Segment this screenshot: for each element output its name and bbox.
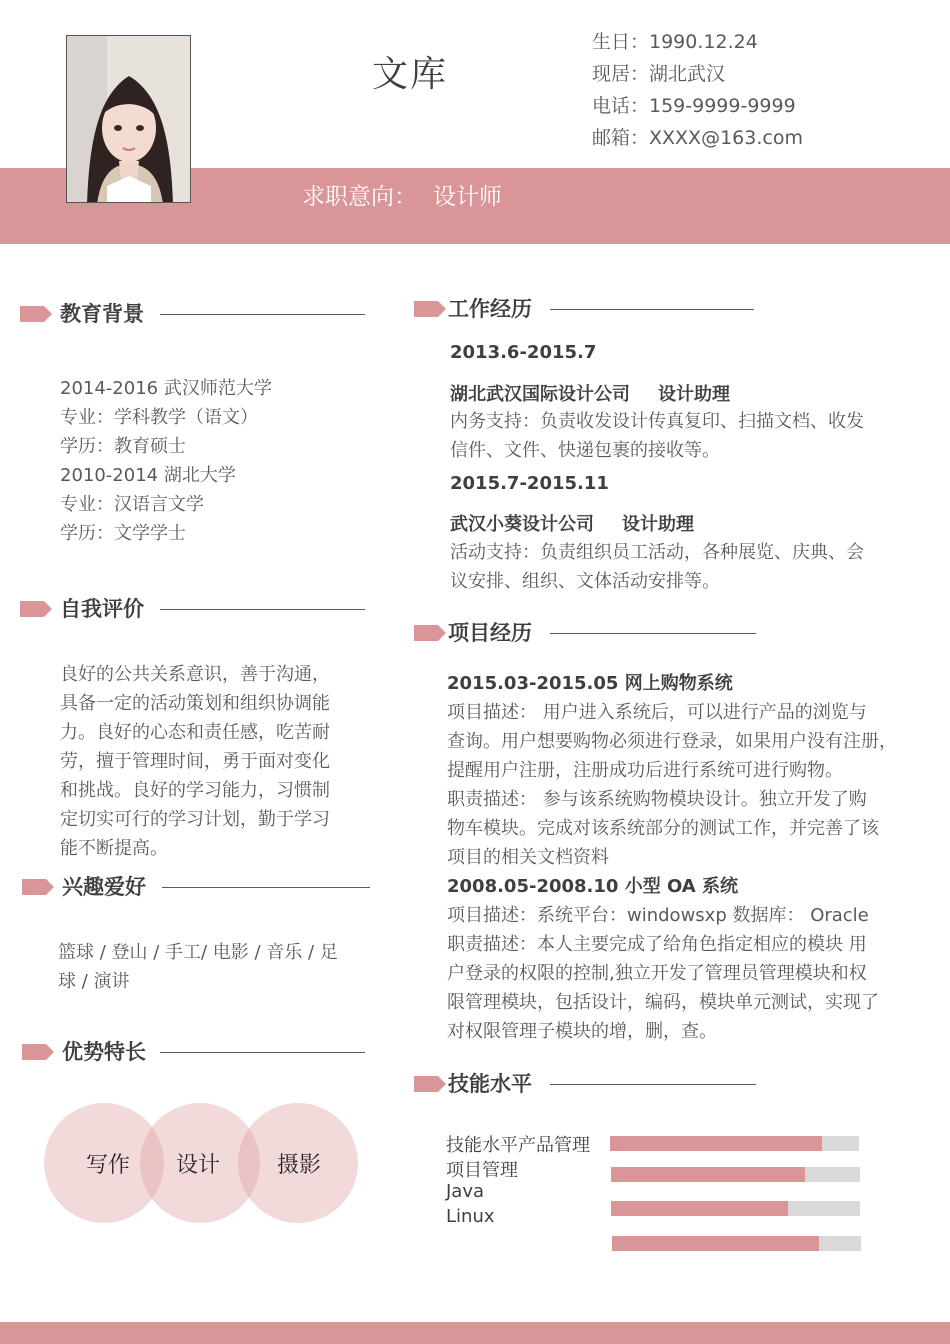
work-title: 工作经历 [448, 297, 532, 321]
section-divider [160, 609, 365, 610]
education-list [60, 374, 272, 548]
work-date: 2013.6-2015.7 [450, 342, 597, 363]
project-line: 限管理模块，包括设计，编码，模块单元测试，实现了 [447, 992, 879, 1013]
skill-name: Java [446, 1181, 485, 1202]
work-line: 信件、文件、快递包裹的接收等。 [450, 440, 720, 461]
work-company-line [450, 380, 730, 406]
strengths-title: 优势特长 [62, 1040, 146, 1064]
self-eval-line: 能不断提高。 [60, 838, 168, 859]
section-arrow-icon [414, 1076, 446, 1092]
work-line: 活动支持：负责组织员工活动，各种展览、庆典、会 [450, 542, 864, 563]
skill-name: 项目管理 [446, 1160, 518, 1181]
strengths-heading [22, 1037, 367, 1067]
section-arrow-icon [20, 601, 52, 617]
project-line: 提醒用户注册，注册成功后进行系统可进行购物。 [447, 760, 843, 781]
skill-bar-fill [612, 1236, 819, 1251]
skills-title: 技能水平 [448, 1072, 532, 1096]
section-arrow-icon [22, 1044, 54, 1060]
hobbies-heading [22, 872, 372, 902]
skill-name: Linux [446, 1206, 495, 1227]
hobbies-text [58, 938, 338, 996]
section-divider [550, 1084, 756, 1085]
work-line: 内务支持：负责收发设计传真复印、扫描文档、收发 [450, 411, 864, 432]
job-objective [302, 178, 502, 211]
section-divider [160, 314, 365, 315]
self-eval-line: 和挑战。良好的学习能力，习惯制 [60, 780, 330, 801]
projects-heading [414, 618, 759, 648]
candidate-name: 文库 [371, 54, 448, 95]
project-line: 查询。用户想要购物必须进行登录，如果用户没有注册， [447, 731, 897, 752]
hobbies-title: 兴趣爱好 [62, 875, 146, 899]
birthday-text: 生日：1990.12.24 [592, 31, 758, 53]
self-eval-line: 力。良好的心态和责任感，吃苦耐 [60, 722, 330, 743]
skill-bar-fill [610, 1136, 822, 1151]
education-title: 教育背景 [60, 302, 144, 326]
project-line: 项目的相关文档资料 [447, 847, 609, 868]
skill-bar-fill [611, 1167, 805, 1182]
project-line: 户登录的权限的控制,独立开发了管理员管理模块和权 [447, 963, 867, 984]
self-eval-line: 定切实可行的学习计划，勤于学习 [60, 809, 330, 830]
education-heading [20, 299, 365, 329]
project-heading: 2015.03-2015.05 网上购物系统 [447, 673, 733, 694]
hobbies-line: 球 / 演讲 [58, 971, 130, 992]
skill-name: 技能水平产品管理 [446, 1135, 590, 1156]
work-line: 议安排、组织、文体活动安排等。 [450, 571, 720, 592]
project-heading: 2008.05-2008.10 小型 OA 系统 [447, 876, 738, 897]
self-eval-line: 良好的公共关系意识，善于沟通， [60, 664, 330, 685]
project-line: 职责描述：本人主要完成了给角色指定相应的模块 用 [447, 934, 867, 955]
strength-photography: 摄影 [277, 1153, 322, 1178]
work-description [450, 538, 864, 596]
section-arrow-icon [414, 625, 446, 641]
residence-text: 现居：湖北武汉 [592, 63, 726, 85]
work-role: 设计助理 [658, 384, 730, 405]
strength-writing: 写作 [86, 1153, 131, 1178]
skill-bar [611, 1201, 860, 1216]
strength-design: 设计 [176, 1153, 221, 1178]
project-line: 项目描述：系统平台：windowsxp 数据库： Oracle [447, 905, 869, 926]
education-line: 2010-2014 湖北大学 [60, 465, 236, 486]
project-line: 对权限管理子模块的增，删，查。 [447, 1021, 717, 1042]
work-description [450, 407, 864, 465]
work-date: 2015.7-2015.11 [450, 473, 609, 494]
job-objective-value: 设计师 [433, 184, 502, 210]
skill-bar [610, 1136, 859, 1151]
work-company: 湖北武汉国际设计公司 [450, 384, 630, 405]
project-entry [447, 669, 897, 1046]
section-arrow-icon [22, 879, 54, 895]
self-eval-line: 劳，擅于管理时间，勇于面对变化 [60, 751, 330, 772]
section-arrow-icon [20, 306, 52, 322]
footer-bar [0, 1322, 950, 1344]
self-eval-text [60, 660, 330, 863]
education-line: 专业：学科教学（语文） [60, 407, 258, 428]
section-arrow-icon [414, 301, 446, 317]
section-divider [550, 633, 756, 634]
profile-photo [66, 35, 191, 203]
education-line: 学历：文学学士 [60, 523, 186, 544]
self-eval-heading [20, 594, 365, 624]
work-role: 设计助理 [622, 514, 694, 535]
project-line: 项目描述： 用户进入系统后，可以进行产品的浏览与 [447, 702, 867, 723]
skill-bar [611, 1167, 860, 1182]
project-line: 物车模块。完成对该系统部分的测试工作，并完善了该 [447, 818, 879, 839]
work-company-line [450, 510, 694, 536]
self-eval-line: 具备一定的活动策划和组织协调能 [60, 693, 330, 714]
section-divider [160, 1052, 365, 1053]
skill-bar-fill [611, 1201, 788, 1216]
skill-bar [612, 1236, 861, 1251]
education-line: 2014-2016 武汉师范大学 [60, 378, 272, 399]
skills-heading [414, 1069, 759, 1099]
projects-title: 项目经历 [448, 621, 532, 645]
phone-text: 电话：159-9999-9999 [592, 95, 796, 117]
job-objective-label: 求职意向： [302, 184, 417, 210]
work-company: 武汉小葵设计公司 [450, 514, 594, 535]
work-heading [414, 294, 759, 324]
hobbies-line: 篮球 / 登山 / 手工/ 电影 / 音乐 / 足 [58, 942, 338, 963]
email-text: 邮箱：XXXX@163.com [592, 127, 803, 149]
project-line: 职责描述： 参与该系统购物模块设计。独立开发了购 [447, 789, 867, 810]
section-divider [550, 309, 754, 310]
education-line: 专业：汉语言文学 [60, 494, 204, 515]
section-divider [162, 887, 370, 888]
education-line: 学历：教育硕士 [60, 436, 186, 457]
self-eval-title: 自我评价 [60, 597, 144, 621]
